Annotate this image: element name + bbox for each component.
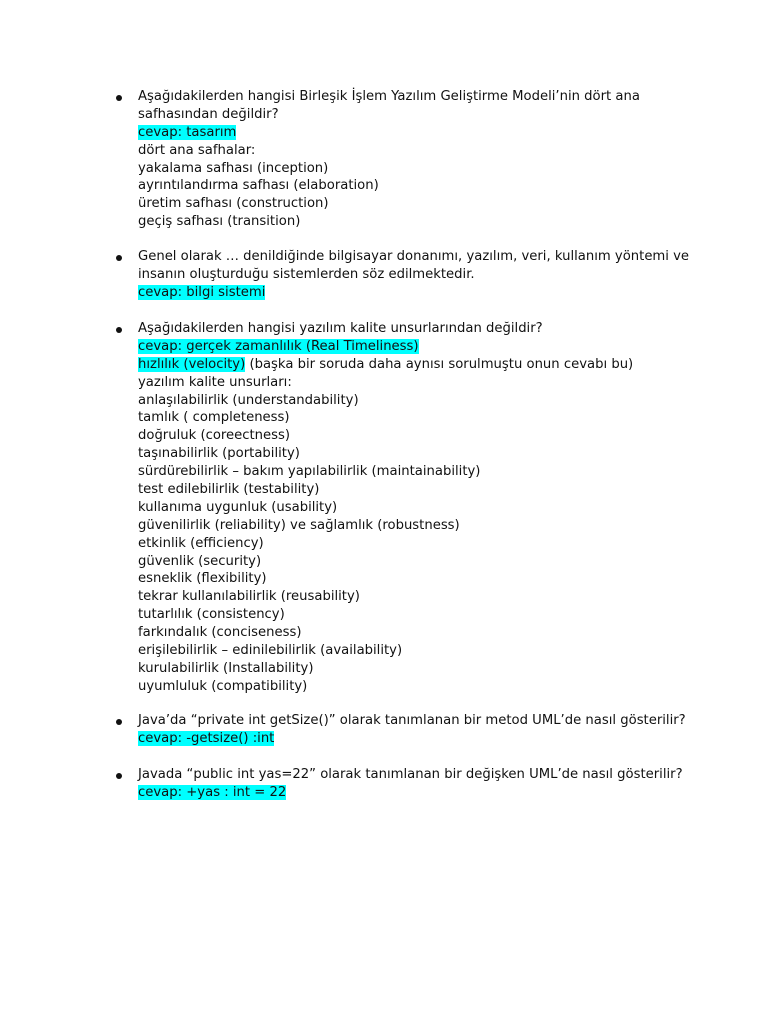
note-line: üretim safhası (construction) [138, 196, 329, 212]
list-item: kullanıma uygunluk (usability) [138, 499, 338, 515]
quality-attributes-list [138, 392, 658, 696]
answer-highlight: cevap: gerçek zamanlılık (Real Timeliness) [138, 338, 419, 354]
alt-answer-note: (başka bir soruda daha aynısı sorulmuştu onun cevabı bu) [245, 356, 634, 372]
note-line: yakalama safhası (inception) [138, 160, 329, 176]
list-item: esneklik (flexibility) [138, 571, 267, 587]
question-text: Genel olarak … denildiğinde bilgisayar donanımı, yazılım, veri, kullanım yöntemi ve [138, 249, 690, 264]
question-block-2 [138, 248, 690, 302]
list-item: test edilebilirlik (testability) [138, 482, 320, 498]
question-text: safhasından değildir? [138, 106, 279, 122]
answer-highlight: cevap: -getsize() :int [138, 730, 275, 746]
list-item: erişilebilirlik – edinilebilirlik (availability) [138, 643, 403, 659]
list-item: doğruluk (coreectness) [138, 428, 291, 444]
bullet-icon [116, 255, 122, 261]
answer-highlight: cevap: bilgi sistemi [138, 284, 266, 300]
list-item: güvenilirlik (reliability) ve sağlamlık (robustness) [138, 517, 460, 533]
bullet-icon [116, 719, 122, 725]
list-item: uyumluluk (compatibility) [138, 678, 308, 694]
list-item: güvenlik (security) [138, 553, 262, 569]
bullet-icon [116, 327, 122, 333]
list-item: tutarlılık (consistency) [138, 607, 285, 623]
list-item: tamlık ( completeness) [138, 410, 290, 426]
question-text: Aşağıdakilerden hangisi Birleşik İşlem Yazılım Geliştirme Modeli’nin dört ana [138, 89, 640, 104]
answer-highlight: cevap: +yas : int = 22 [138, 784, 287, 800]
alt-answer-highlight: hızlılık (velocity) [138, 356, 246, 372]
list-item: kurulabilirlik (Installability) [138, 660, 314, 676]
bullet-icon [116, 773, 122, 779]
list-title: yazılım kalite unsurları: [138, 374, 292, 390]
question-block-5 [138, 766, 683, 802]
list-item: farkındalık (conciseness) [138, 625, 302, 641]
note-line: ayrıntılandırma safhası (elaboration) [138, 178, 379, 194]
list-item: sürdürebilirlik – bakım yapılabilirlik (maintainability) [138, 464, 481, 480]
note-line: geçiş safhası (transition) [138, 214, 301, 230]
question-text: insanın oluşturduğu sistemlerden söz edilmektedir. [138, 266, 475, 282]
note-line: dört ana safhalar: [138, 142, 256, 158]
list-item: taşınabilirlik (portability) [138, 446, 300, 462]
bullet-icon [116, 95, 122, 101]
list-item: etkinlik (efficiency) [138, 535, 264, 551]
question-text: Java’da “private int getSize()” olarak tanımlanan bir metod UML’de nasıl gösterilir? [138, 713, 686, 728]
question-block-1 [138, 88, 658, 231]
question-text: Aşağıdakilerden hangisi yazılım kalite unsurlarından değildir? [138, 321, 543, 336]
list-item: tekrar kullanılabilirlik (reusability) [138, 589, 360, 605]
question-block-3 [138, 320, 658, 696]
question-block-4 [138, 712, 686, 748]
question-text: Javada “public int yas=22” olarak tanımlanan bir değişken UML’de nasıl gösterilir? [138, 767, 683, 782]
answer-highlight: cevap: tasarım [138, 124, 237, 140]
list-item: anlaşılabilirlik (understandability) [138, 392, 359, 408]
